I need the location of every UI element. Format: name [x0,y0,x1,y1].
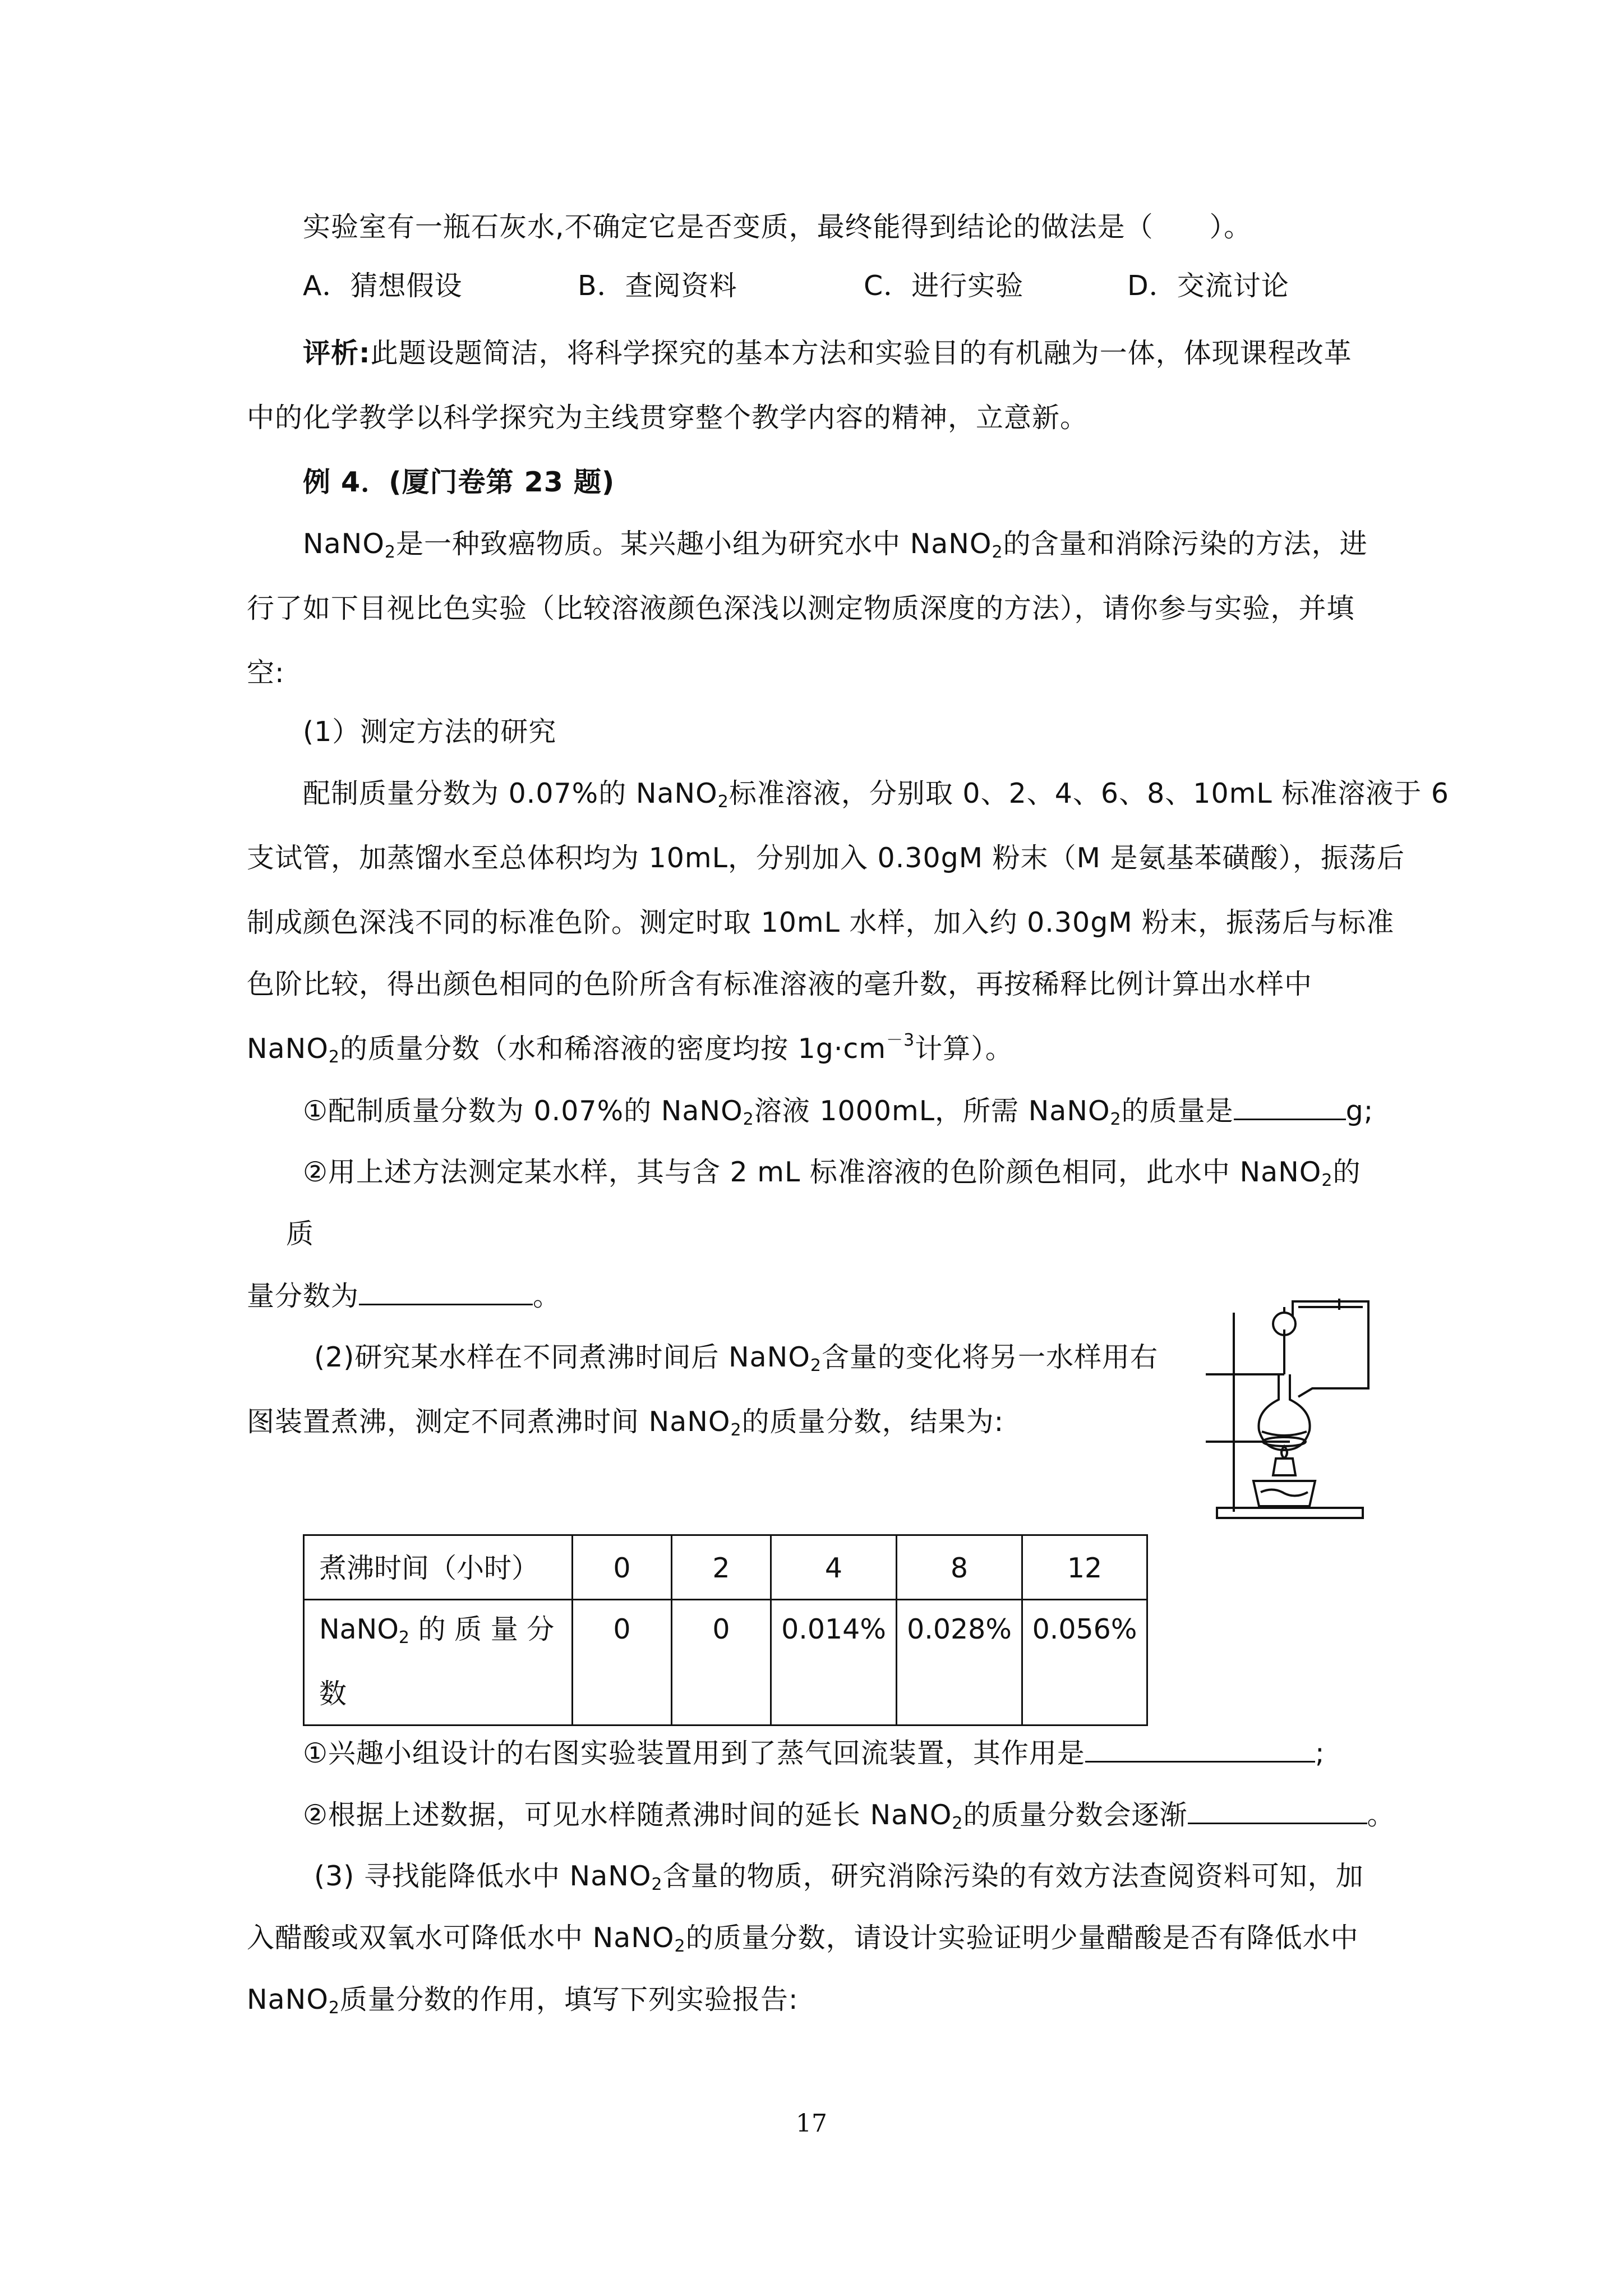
part2-line-1: (2)研究某水样在不同煮沸时间后 NaNO$_2$含量的变化将另一水样用右 [314,1341,1158,1375]
answer-blank-trend[interactable] [1188,1798,1367,1824]
option-c: C．进行实验 [864,270,1024,302]
answer-blank-mass[interactable] [1234,1094,1346,1120]
part2-question-1: ①兴趣小组设计的右图实验装置用到了蒸气回流装置，其作用是 ; [303,1737,1325,1769]
table-cell: 0.014% [771,1600,897,1726]
options-row [303,269,1368,303]
table-cell: 12 [1022,1535,1147,1600]
table-cell: 0 [672,1600,771,1726]
example-paragraph-line-3: 空: [247,657,285,689]
example-paragraph-line-2: 行了如下目视比色实验（比较溶液颜色深浅以测定物质深度的方法），请你参与实验，并填 [247,592,1355,624]
part1-question-2: ②用上述方法测定某水样，其与含 2 mL 标准溶液的色阶颜色相同，此水中 NaNO$_2$的 [303,1156,1361,1190]
page-number: 17 [796,2109,827,2138]
example-heading: 例 4．(厦门卷第 23 题) [303,466,615,498]
option-b: B．查阅资料 [578,270,737,302]
answer-blank-reflux[interactable] [1085,1736,1315,1763]
comment-line-2: 中的化学教学以科学探究为主线贯穿整个教学内容的精神，立意新。 [247,402,1089,434]
part3-line-2: 入醋酸或双氧水可降低水中 NaNO$_2$的质量分数，请设计实验证明少量醋酸是否有降低水中 [247,1922,1359,1956]
part2-line-2: 图装置煮沸，测定不同煮沸时间 NaNO$_2$的质量分数，结果为: [247,1406,1004,1440]
example-paragraph-line-1: NaNO$_2$是一种致癌物质。某兴趣小组为研究水中 NaNO$_2$的含量和消除污染的方法，进 [303,528,1368,562]
part3-line-1: (3) 寻找能降低水中 NaNO$_2$含量的物质，研究消除污染的有效方法查阅资料可知，加 [314,1860,1364,1894]
part1-heading: (1）测定方法的研究 [303,716,557,748]
table-cell: 0 [573,1600,672,1726]
part1-question-1: ①配制质量分数为 0.07%的 NaNO$_2$溶液 1000mL，所需 NaNO$_2$的质量是 g; [303,1095,1374,1129]
option-a: A．猜想假设 [303,270,463,302]
part1-line-5: NaNO$_2$的质量分数（水和稀溶液的密度均按 $1g\cdot cm^{-3}$计算）。 [247,1030,1013,1067]
part1-line-3: 制成颜色深浅不同的标准色阶。测定时取 10mL 水样，加入约 0.30gM 粉末，振荡后与标准 [247,907,1395,938]
table-cell: 0.056% [1022,1600,1147,1726]
table-cell: 0 [573,1535,672,1600]
table-cell: 0.028% [897,1600,1022,1726]
part1-line-1: 配制质量分数为 0.07%的 NaNO$_2$标准溶液，分别取 0、2、4、6、8、10mL 标准溶液于 6 [303,777,1449,812]
part1-line-4: 色阶比较，得出颜色相同的色阶所含有标准溶液的毫升数，再按稀释比例计算出水样中 [247,968,1313,1000]
part2-question-2: ②根据上述数据，可见水样随煮沸时间的延长 NaNO$_2$的质量分数会逐渐 。 [303,1799,1395,1833]
table-header-fraction: NaNO$_2$ 的 质 量 分 数 [304,1600,573,1726]
option-d: D．交流讨论 [1127,270,1289,302]
table-row [304,1600,1147,1726]
boiling-data-table [303,1534,1148,1726]
part1-question-2-line-2: 质 [286,1218,315,1250]
part3-line-3: NaNO$_2$质量分数的作用，填写下列实验报告: [247,1984,799,2018]
comment-line-1: 评析:此题设题简洁，将科学探究的基本方法和实验目的有机融为一体，体现课程改革 [303,337,1352,369]
table-row [304,1535,1147,1600]
part1-question-2-line-3: 量分数为 。 [247,1280,561,1312]
question-text: 实验室有一瓶石灰水,不确定它是否变质，最终能得到结论的做法是（ ）。 [303,211,1252,243]
table-cell: 2 [672,1535,771,1600]
answer-blank-fraction[interactable] [359,1279,533,1305]
reflux-apparatus-illustration [1200,1290,1385,1526]
comment-label: 评析: [303,337,371,369]
table-header-time: 煮沸时间（小时） [304,1535,573,1600]
part1-line-2: 支试管，加蒸馏水至总体积均为 10mL，分别加入 0.30gM 粉末（M 是氨基苯磺酸），振荡后 [247,842,1405,874]
table-cell: 4 [771,1535,897,1600]
table-cell: 8 [897,1535,1022,1600]
